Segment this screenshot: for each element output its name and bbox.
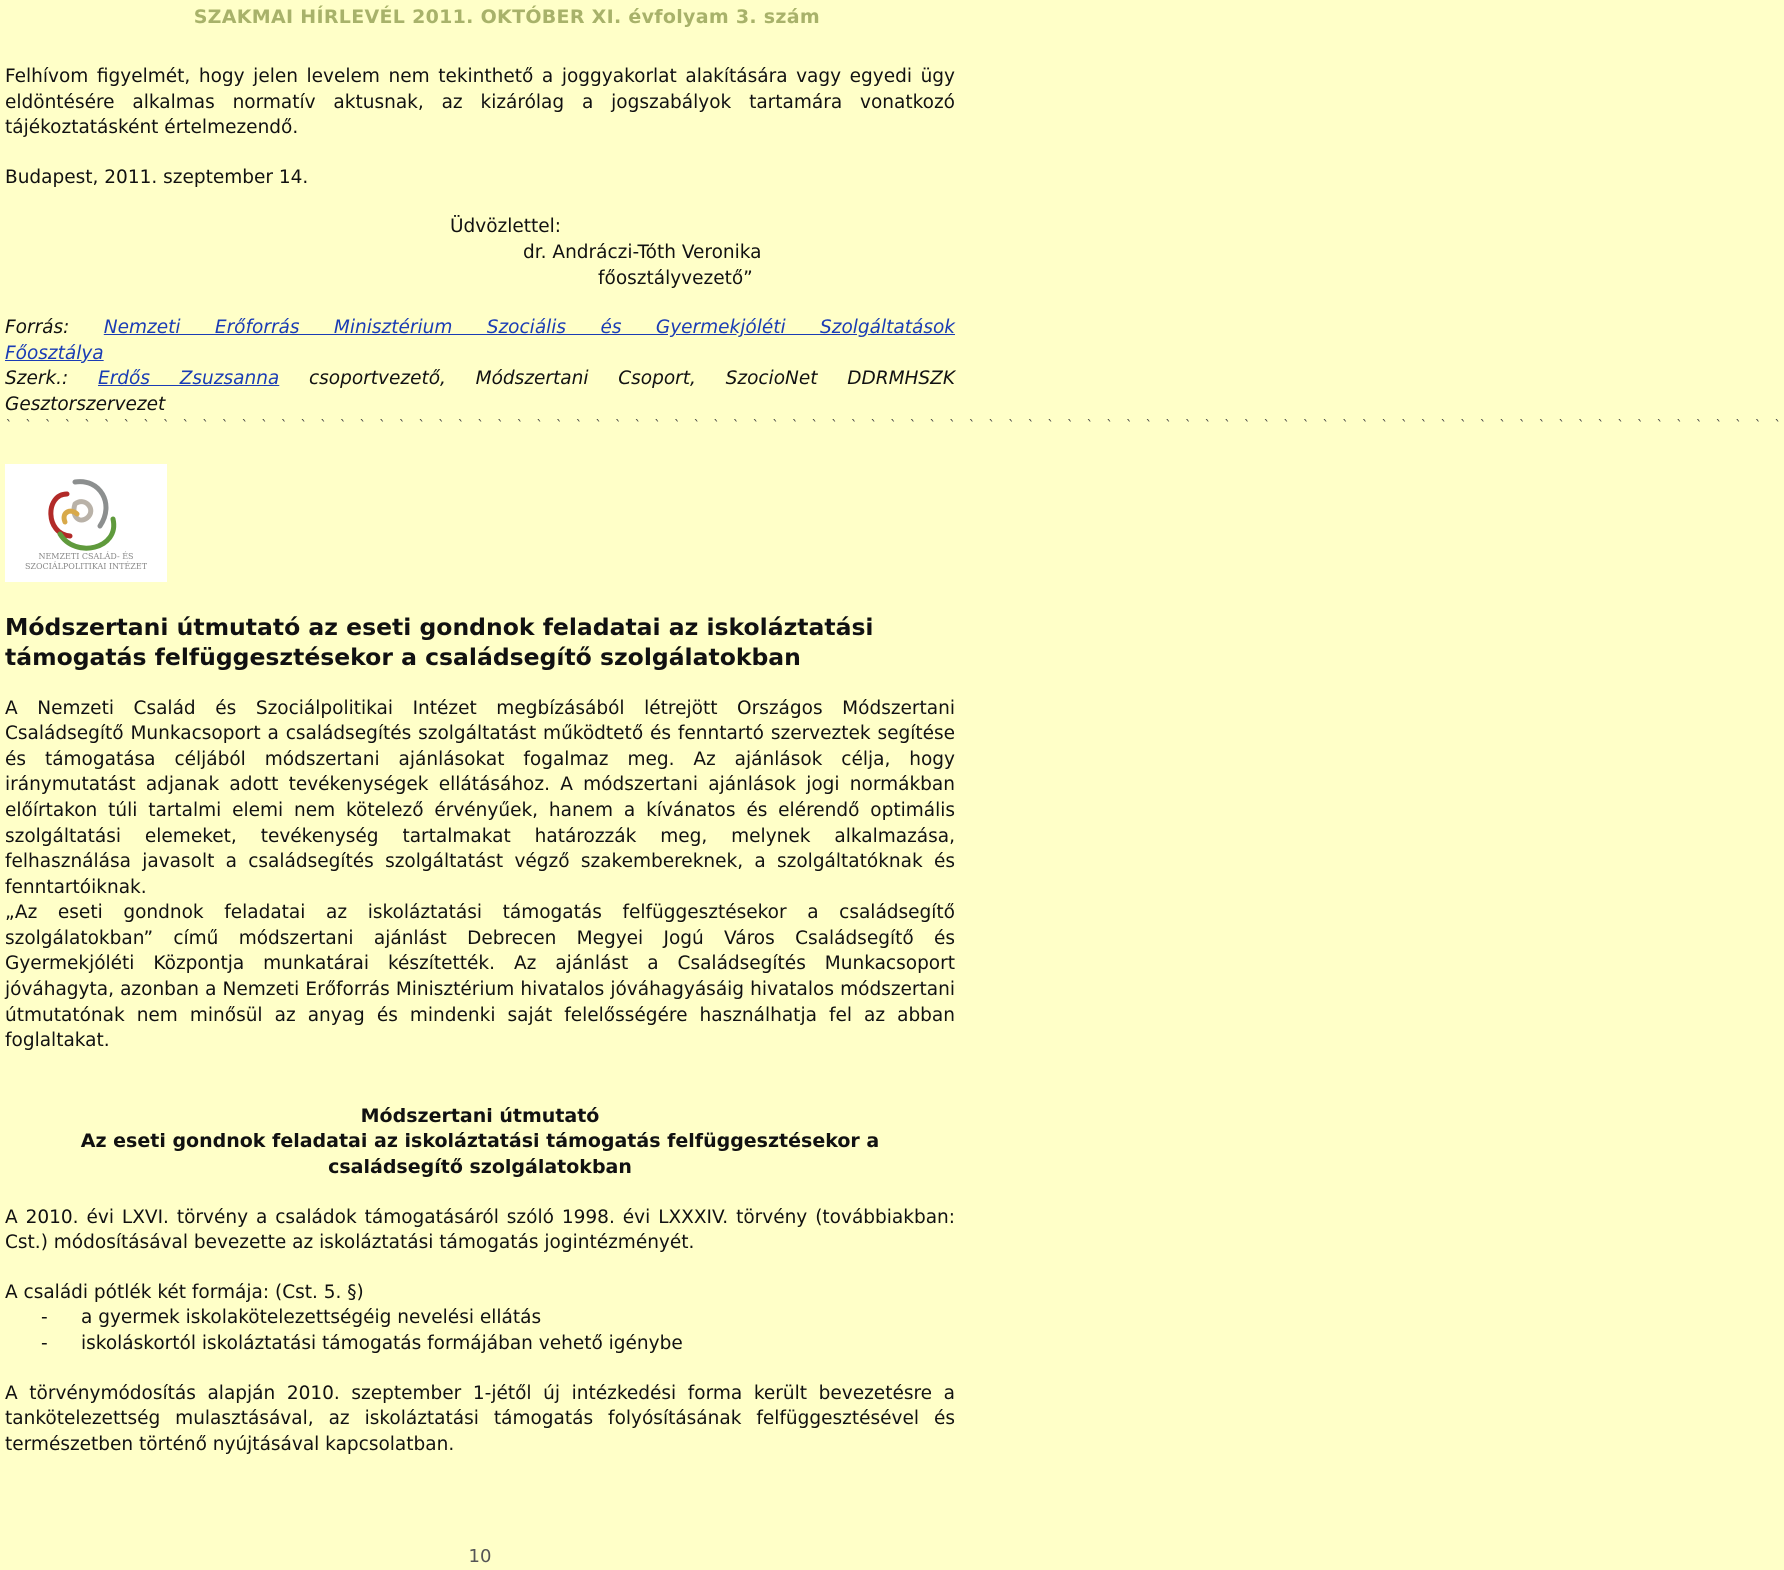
list-item — [5, 1305, 955, 1331]
editor-line — [5, 366, 955, 392]
source-link[interactable]: Nemzeti Erőforrás Minisztérium Szociális és Gyermekjóléti Szolgáltatások — [103, 317, 955, 339]
source-line — [5, 315, 955, 341]
page-content — [5, 64, 1784, 1457]
signature-name: dr. Andráczi-Tóth Veronika — [523, 241, 762, 263]
signature-greeting: Üdvözlettel: — [450, 216, 562, 238]
editor-label: Szerk.: — [5, 368, 69, 390]
guide-heading-3: családsegítő szolgálatokban — [328, 1156, 632, 1179]
page-number: 10 — [468, 1546, 492, 1567]
guide-heading-1: Módszertani útmutató — [360, 1104, 600, 1127]
editor-org: Gesztorszervezet — [5, 393, 166, 415]
editor-role: csoportvezető, Módszertani Csoport, SzocioNet DDRMHSZK — [309, 368, 955, 390]
guide-heading-2: Az eseti gondnok feladatai az iskoláztatási támogatás felfüggesztésekor a — [80, 1130, 880, 1153]
source-line-2 — [5, 341, 955, 367]
list-dash: - — [41, 1307, 48, 1329]
list-item-text: iskoláskortól iskoláztatási támogatás formájában vehető igénybe — [81, 1333, 683, 1354]
editor-link[interactable]: Erdős Zsuzsanna — [98, 368, 280, 390]
guide-paragraph-2: A családi pótlék két formája: (Cst. 5. §) — [5, 1281, 364, 1303]
signature-title: főosztályvezető” — [598, 267, 753, 289]
logo-caption: NEMZETI CSALÁD- ÉS SZOCIÁLPOLITIKAI INTÉZET — [24, 551, 148, 571]
list-item-text: a gyermek iskolakötelezettségéig nevelési ellátás — [81, 1307, 542, 1329]
newsletter-header: SZAKMAI HÍRLEVÉL 2011. OKTÓBER XI. évfolyam 3. szám — [193, 6, 820, 28]
guide-paragraph-1: A 2010. évi LXVI. törvény a családok támogatásáról szóló 1998. évi LXXXIV. törvény (továbbiakban: Cst.) módosításával bevezette az iskoláztatási támogatás jogintézményét. — [5, 1206, 955, 1254]
intro-paragraph-2: „Az eseti gondnok feladatai az iskoláztatási támogatás felfüggesztésekor a családsegítő szolgálatokban” című módszertani ajánlást Debrecen Megyei Jogú Város Családsegítő és Gyermekjóléti Központja munkatárai készítették. Az ajánlást a Családsegítés Munkacsoport jóváhagyta, azonban a Nemzeti Erőforrás Minisztérium hivatalos jóváhagyásáig hivatalos módszertani útmutatónak nem minősül az anyag és mindenki saját felelősségére használhatja fel az abban foglaltakat. — [5, 902, 955, 1052]
intro-paragraph-1: A Nemzeti Család és Szociálpolitikai Intézet megbízásából létrejött Országos Módszertani Családsegítő Munkacsoport a családsegítés szolgáltatást működtető és fenntartó szerveztek segítése és támogatása céljából módszertani ajánlásokat fogalmaz meg. Az ajánlások célja, hogy iránymutatást adjanak adott tevékenységek ellátásához. A módszertani ajánlások jogi normákban előírtakon túli tartalmi elemi nem kötelező érvényűek, hanem a kívánatos és elérendő optimális szolgáltatási elemeket, tevékenység tartalmakat határozzák meg, melynek alkalmazása, felhasználása javasolt a családsegítés szolgáltatást végző szakembereknek, a szolgáltatóknak és fenntartóiknak. — [5, 697, 955, 898]
legal-notice: Felhívom figyelmét, hogy jelen levelem nem tekinthető a joggyakorlat alakítására vagy egyedi ügy eldöntésére alkalmas normatív aktusnak, az kizárólag a jogszabályok tartamára vonatkozó tájékoztatásként értelmezendő. — [5, 66, 955, 139]
source-link-cont[interactable]: Főosztálya — [5, 342, 104, 364]
institute-logo — [5, 464, 167, 582]
list-item — [5, 1331, 955, 1357]
place-date: Budapest, 2011. szeptember 14. — [5, 166, 309, 188]
separator: ` ` ` ` ` ` ` ` ` ` ` ` ` ` ` ` ` ` ` ` ` ` ` ` ` ` ` ` ` ` ` ` ` ` ` ` ` ` ` ` ` ` ` ` ` ` ` ` ` ` ` ` ` ` ` ` ` ` ` ` ` ` ` ` ` ` ` ` ` ` ` ` ` ` ` ` ` ` ` ` ` ` ` ` ` ` ` ` ` ` ` — [5, 418, 1784, 434]
list-dash: - — [41, 1333, 48, 1354]
source-label: Forrás: — [5, 317, 70, 339]
family-allowance-list — [5, 1305, 955, 1356]
article-title: Módszertani útmutató az eseti gondnok feladatai az iskoláztatási támogatás felfüggesztésekor a családsegítő szolgálatokban — [5, 612, 874, 671]
guide-paragraph-3: A törvénymódosítás alapján 2010. szeptember 1-jétől új intézkedési forma került bevezetésre a tankötelezettség mulasztásával, az iskoláztatási támogatás folyósításának felfüggesztésével és természetben történő nyújtásával kapcsolatban. — [5, 1382, 955, 1455]
